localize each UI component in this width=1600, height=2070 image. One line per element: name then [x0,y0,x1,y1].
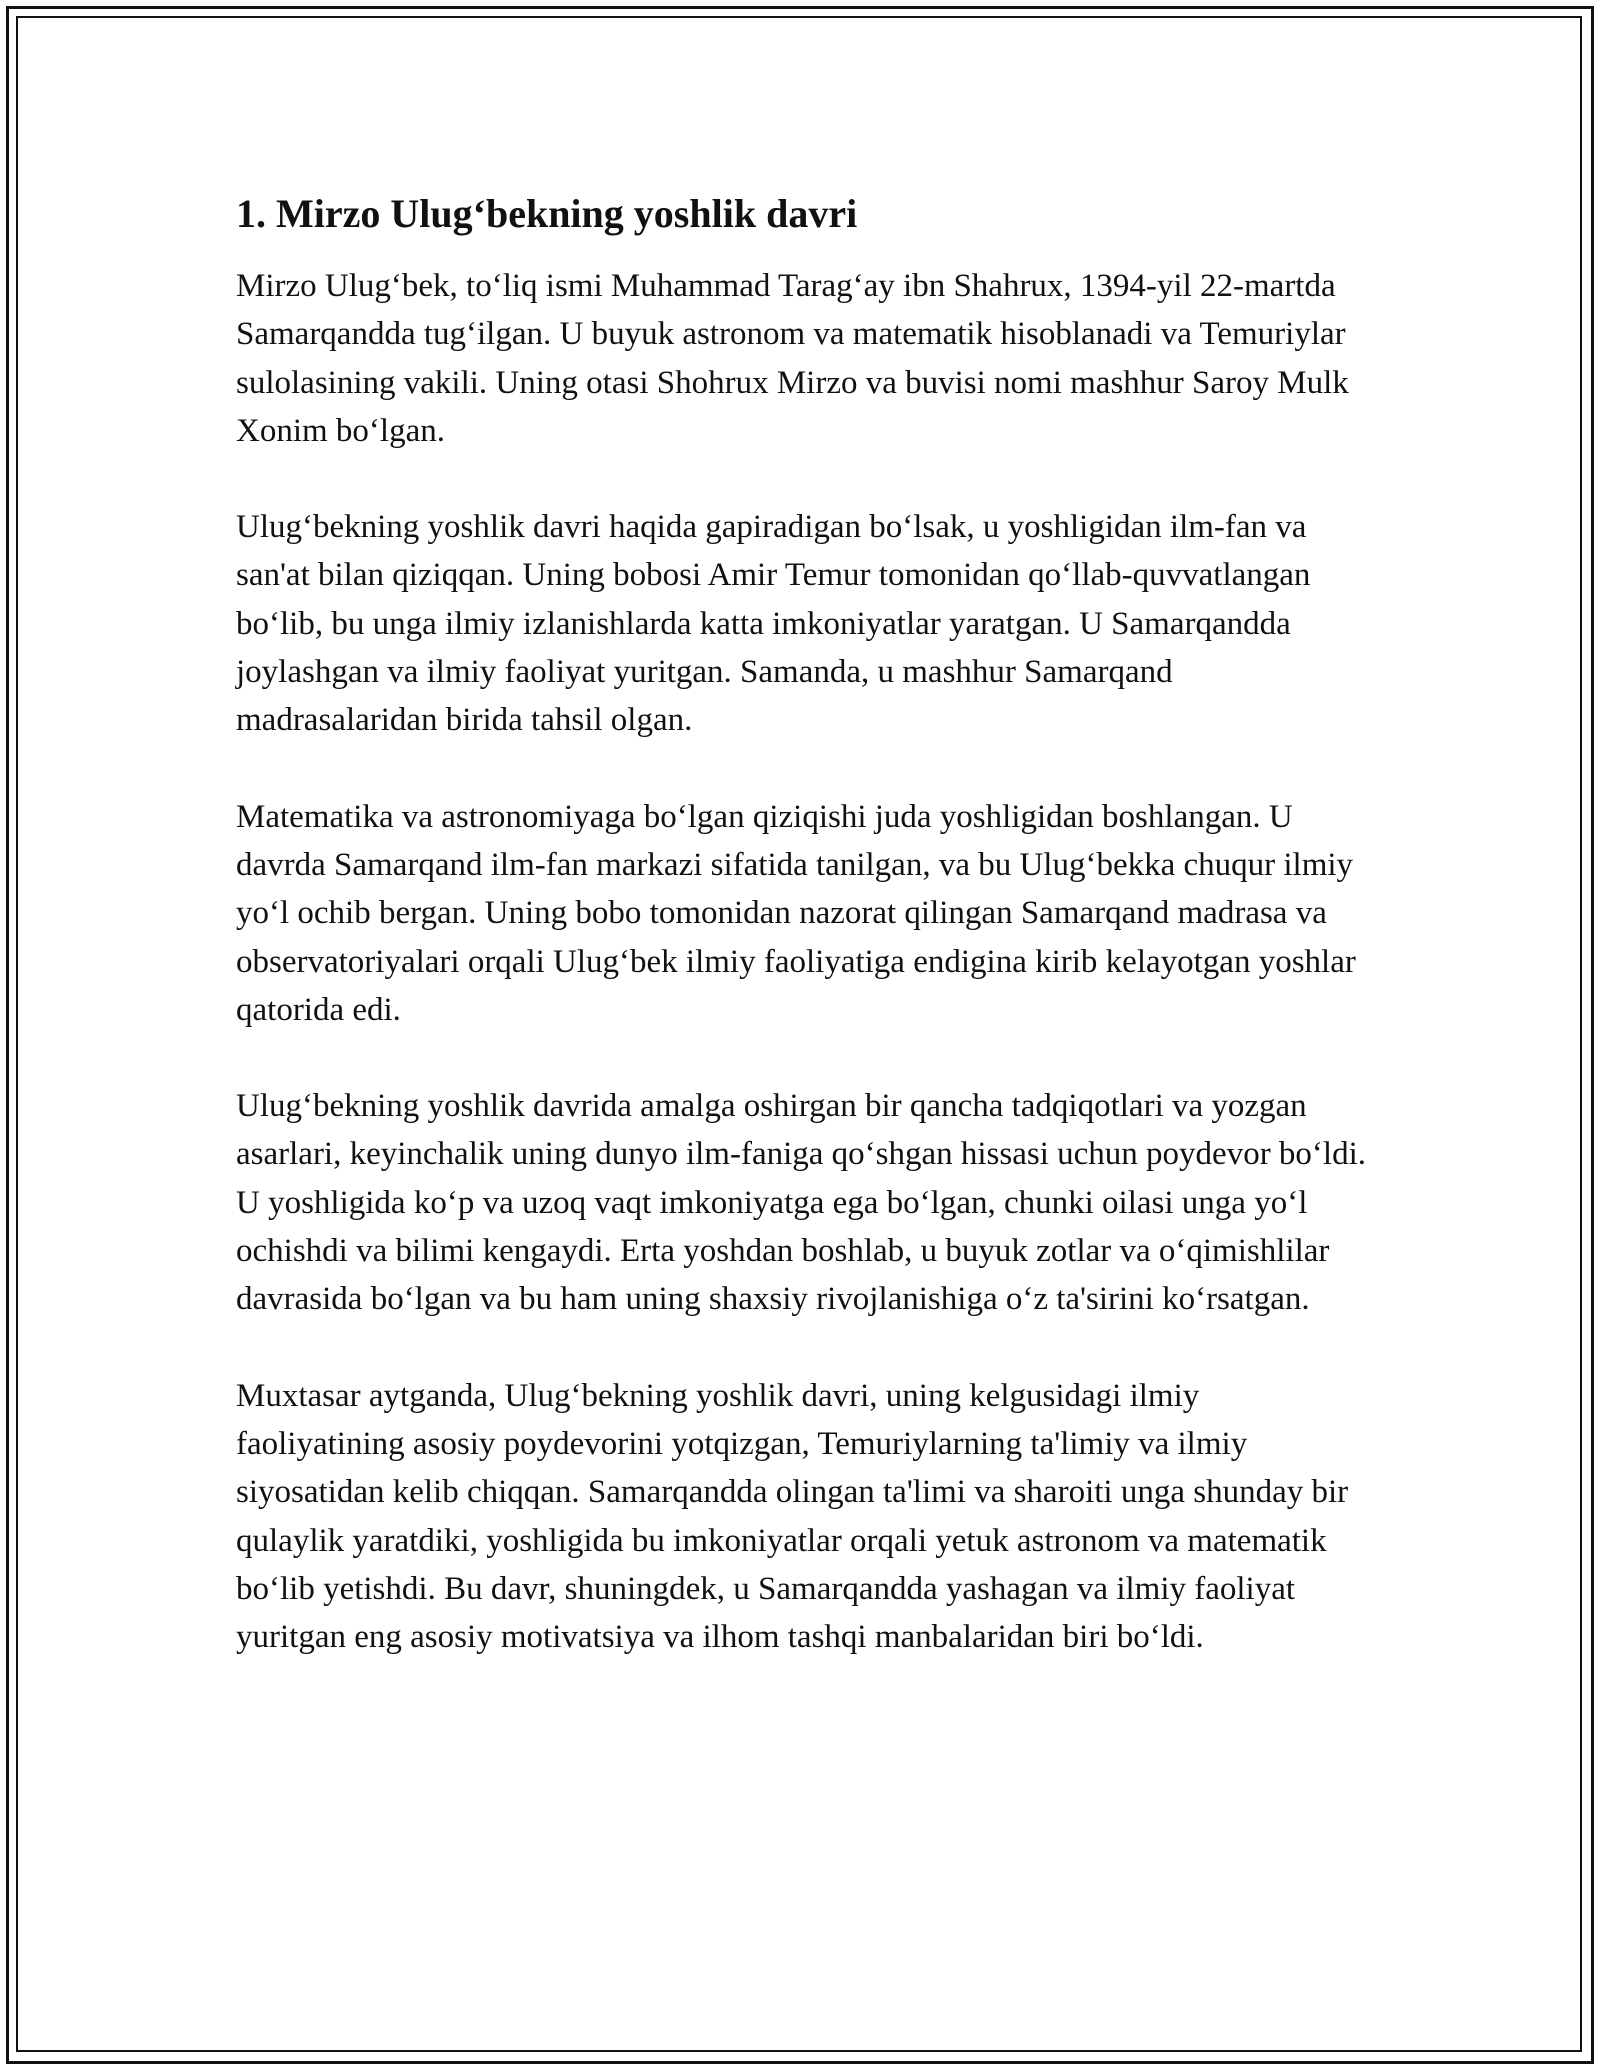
paragraph-1: Mirzo Ulug‘bek, to‘liq ismi Muhammad Tarag‘ay ibn Shahrux, 1394-yil 22-martda Samarqandda tug‘ilgan. U buyuk astronom va matematik hisoblanadi va Temuriylar sulolasining vakili. Uning otasi Shohrux Mirzo va buvisi nomi mashhur Saroy Mulk Xonim bo‘lgan. [236,268,1349,449]
paragraph-4: Ulug‘bekning yoshlik davrida amalga oshirgan bir qancha tadqiqotlari va yozgan asarlari, keyinchalik uning dunyo ilm-faniga qo‘shgan hissasi uchun poydevor bo‘ldi. U yoshligida ko‘p va uzoq vaqt imkoniyatga ega bo‘lgan, chunki oilasi unga yo‘l ochishdi va bilimi kengaydi. Erta yoshdan boshlab, u buyuk zotlar va o‘qimishlilar davrasida bo‘lgan va bu ham uning shaxsiy rivojlanishiga o‘z ta'sirini ko‘rsatgan. [236,1088,1367,1318]
paragraph-3: Matematika va astronomiyaga bo‘lgan qiziqishi juda yoshligidan boshlangan. U davrda Samarqand ilm-fan markazi sifatida tanilgan, va bu Ulug‘bekka chuqur ilmiy yo‘l ochib bergan. Uning bobo tomonidan nazorat qilingan Samarqand madrasa va observatoriyalari orqali Ulug‘bek ilmiy faoliyatiga endigina kirib kelayotgan yoshlar qatorida edi. [236,798,1356,1028]
paragraph-5: Muxtasar aytganda, Ulug‘bekning yoshlik davri, uning kelgusidagi ilmiy faoliyatining asosiy poydevorini yotqizgan, Temuriylarning ta'limiy va ilmiy siyosatidan kelib chiqqan. Samarqandda olingan ta'limi va sharoiti unga shunday bir qulaylik yaratdiki, yoshligida bu imkoniyatlar orqali yetuk astronom va matematik bo‘lib yetishdi. Bu davr, shuningdek, u Samarqandda yashagan va ilmiy faoliyat yuritgan eng asosiy motivatsiya va ilhom tashqi manbalaridan biri bo‘ldi. [236,1377,1349,1656]
document-body [236,186,1368,1709]
paragraph-2: Ulug‘bekning yoshlik davri haqida gapiradigan bo‘lsak, u yoshligidan ilm-fan va san'at bilan qiziqqan. Uning bobosi Amir Temur tomonidan qo‘llab-quvvatlangan bo‘lib, bu unga ilmiy izlanishlarda katta imkoniyatlar yaratgan. U Samarqandda joylashgan va ilmiy faoliyat yuritgan. Samanda, u mashhur Samarqand madrasalaridan birida tahsil olgan. [236,509,1311,739]
section-heading: 1. Mirzo Ulug‘bekning yoshlik davri [236,191,858,236]
